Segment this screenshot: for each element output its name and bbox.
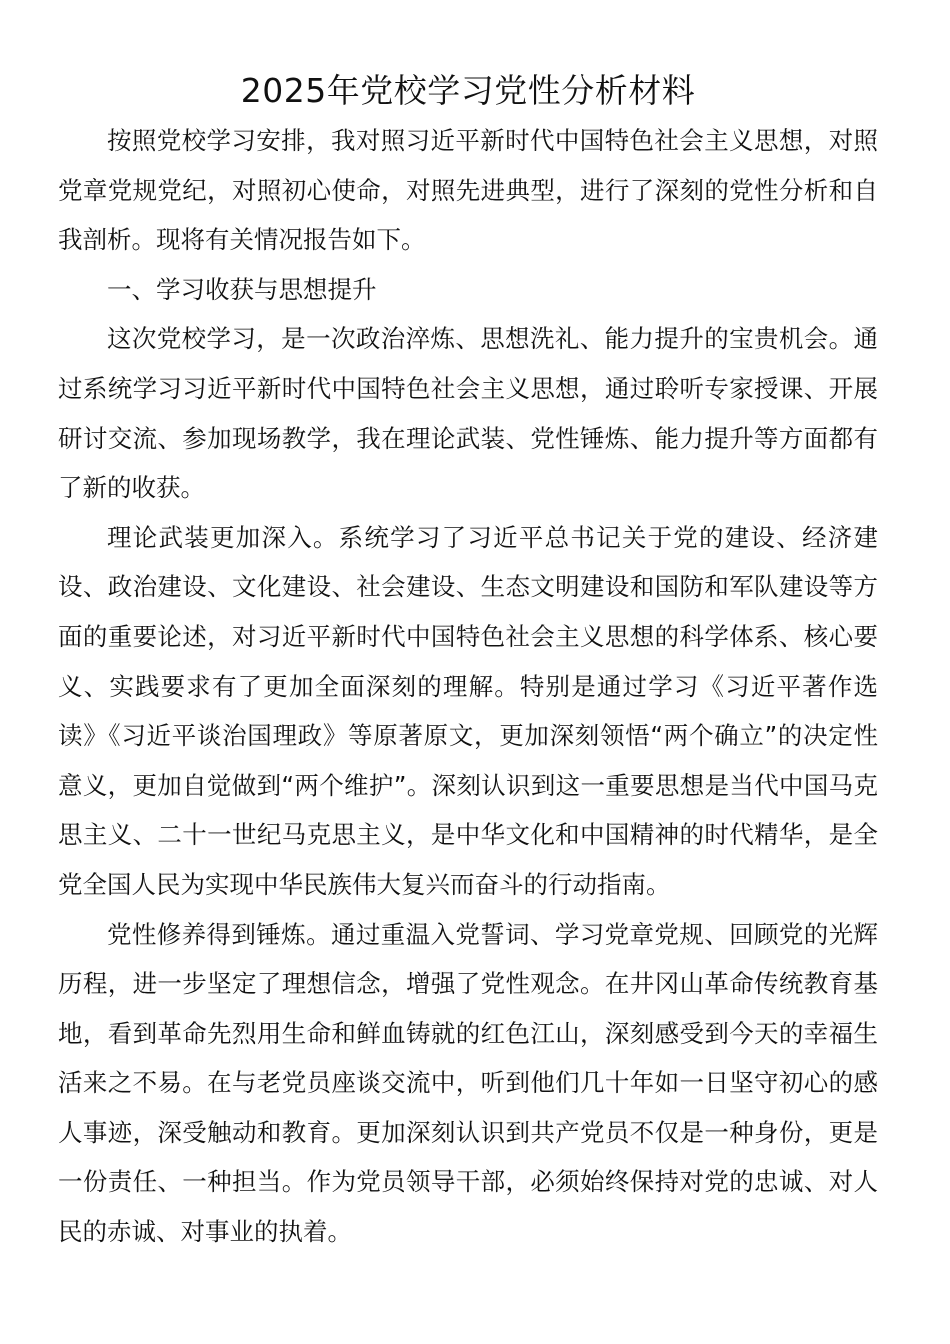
body-paragraph: 这次党校学习，是一次政治淬炼、思想洗礼、能力提升的宝贵机会。通过系统学习习近平新时代中国特色社会主义思想，通过聆听专家授课、开展研讨交流、参加现场教学，我在理论武装、党性锤炼、能力提升等方面都有了新的收获。	[58, 324, 878, 503]
document-title: 2025年党校学习党性分析材料	[240, 71, 696, 110]
body-paragraph: 党性修养得到锤炼。通过重温入党誓词、学习党章党规、回顾党的光辉历程，进一步坚定了理想信念，增强了党性观念。在井冈山革命传统教育基地，看到革命先烈用生命和鲜血铸就的红色江山，深刻感受到今天的幸福生活来之不易。在与老党员座谈交流中，听到他们几十年如一日坚守初心的感人事迹，深受触动和教育。更加深刻认识到共产党员不仅是一种身份，更是一份责任、一种担当。作为党员领导干部，必须始终保持对党的忠诚、对人民的赤诚、对事业的执着。	[58, 919, 878, 1247]
intro-paragraph: 按照党校学习安排，我对照习近平新时代中国特色社会主义思想，对照党章党规党纪，对照初心使命，对照先进典型，进行了深刻的党性分析和自我剖析。现将有关情况报告如下。	[58, 126, 878, 255]
section-heading: 一、学习收获与思想提升	[107, 274, 377, 304]
document-page	[58, 66, 878, 1257]
body-paragraph: 理论武装更加深入。系统学习了习近平总书记关于党的建设、经济建设、政治建设、文化建设、社会建设、生态文明建设和国防和军队建设等方面的重要论述，对习近平新时代中国特色社会主义思想的科学体系、核心要义、实践要求有了更加全面深刻的理解。特别是通过学习《习近平著作选读》《习近平谈治国理政》等原著原文，更加深刻领悟“两个确立”的决定性意义，更加自觉做到“两个维护”。深刻认识到这一重要思想是当代中国马克思主义、二十一世纪马克思主义，是中华文化和中国精神的时代精华，是全党全国人民为实现中华民族伟大复兴而奋斗的行动指南。	[58, 522, 878, 899]
